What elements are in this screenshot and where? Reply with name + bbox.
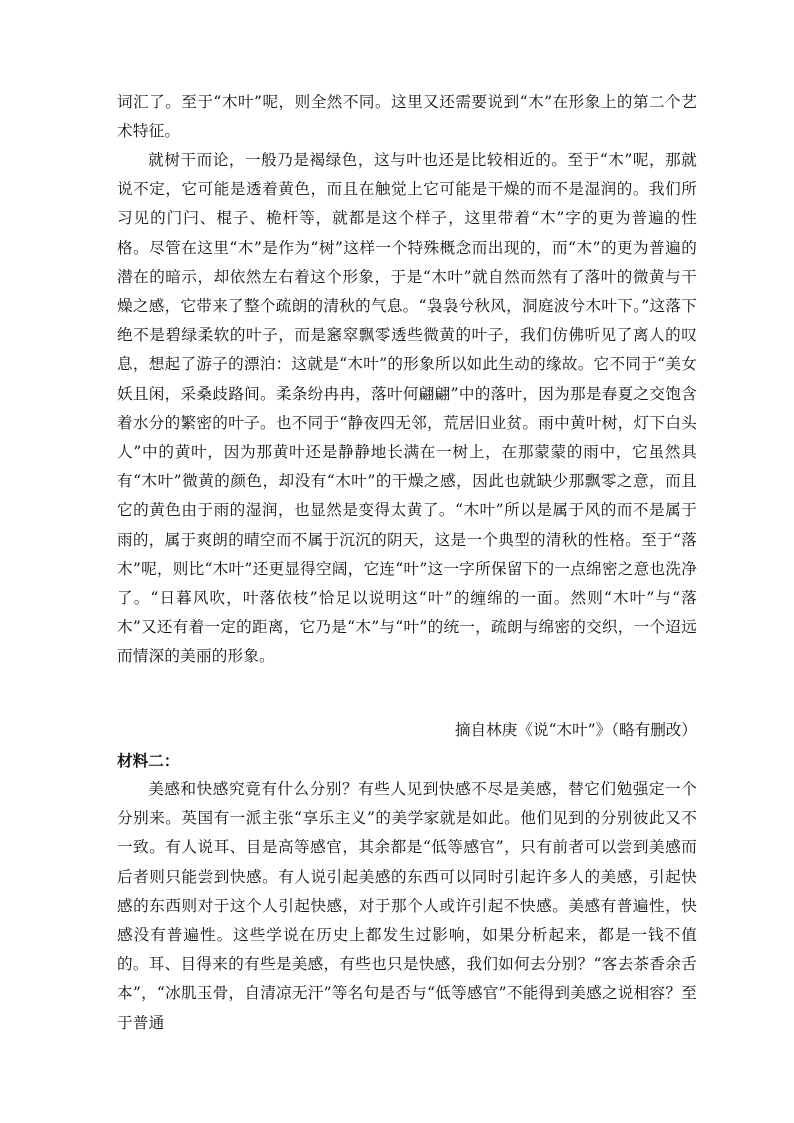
material-two-paragraph-1: 美感和快感究竟有什么分别？有些人见到快感不尽是美感，替它们勉强定一个分别来。英国有一派主张“享乐主义”的美学家就是如此。他们见到的分别彼此又不一致。有人说耳、目是高等感官，其余都是“低等感官”，只有前者可以尝到美感而后者则只能尝到快感。有人说引起美感的东西可以同时引起许多人的美感，引起快感的东西则对于这个人引起快感，对于那个人或许引起不快感。美感有普遍性，快感没有普遍性。这些学说在历史上都发生过影响，如果分析起来，都是一钱不值的。耳、目得来的有些是美感，有些也只是快感，我们如何去分别？“客去茶香余舌本”，“冰肌玉骨，自清凉无汗”等名句是否与“低等感官”不能得到美感之说相容？至于普通 bbox=[117, 780, 697, 1032]
material-one-paragraph-1: 词汇了。至于“木叶”呢，则全然不同。这里又还需要说到“木”在形象上的第二个艺术特征。 bbox=[117, 93, 697, 141]
material-one-paragraph-2: 就树干而论，一般乃是褐绿色，这与叶也还是比较相近的。至于“木”呢，那就说不定，它可能是透着黄色，而且在触觉上它可能是干燥的而不是湿润的。我们所习见的门闩、棍子、桅杆等，就都是这个样子，这里带着“木”字的更为普遍的性格。尽管在这里“木”是作为“树”这样一个特殊概念而出现的，而“木”的更为普遍的潜在的暗示，却依然左右着这个形象，于是“木叶”就自然而然有了落叶的微黄与干燥之感，它带来了整个疏朗的清秋的气息。“袅袅兮秋风，洞庭波兮木叶下。”这落下绝不是碧绿柔软的叶子，而是窸窣飘零透些微黄的叶子，我们仿佛听见了离人的叹息，想起了游子的漂泊：这就是“木叶”的形象所以如此生动的缘故。它不同于“美女妖且闲，采桑歧路间。柔条纷冉冉，落叶何翩翩”中的落叶，因为那是春夏之交饱含着水分的繁密的叶子。也不同于“静夜四无邻，荒居旧业贫。雨中黄叶树，灯下白头人”中的黄叶，因为那黄叶还是静静地长满在一树上，在那蒙蒙的雨中，它虽然具有“木叶”微黄的颜色，却没有“木叶”的干燥之感，因此也就缺少那飘零之意，而且它的黄色由于雨的湿润，也显然是变得太黄了。“木叶”所以是属于风的而不是属于雨的，属于爽朗的晴空而不属于沉沉的阴天，这是一个典型的清秋的性格。至于“落木”呢，则比“木叶”还更显得空阔，它连“叶”这一字所保留下的一点绵密之意也洗净了。“日暮风吹，叶落依枝”恰足以说明这“叶”的缠绵的一面。然则“木叶”与“落木”又还有着一定的距离，它乃是“木”与“叶”的统一，疏朗与绵密的交织，一个迢远而情深的美丽的形象。 bbox=[117, 151, 697, 666]
material-one-source: 摘自林庚《说“木叶”》（略有删改） bbox=[454, 721, 697, 739]
material-two-heading: 材料二： bbox=[117, 751, 180, 770]
